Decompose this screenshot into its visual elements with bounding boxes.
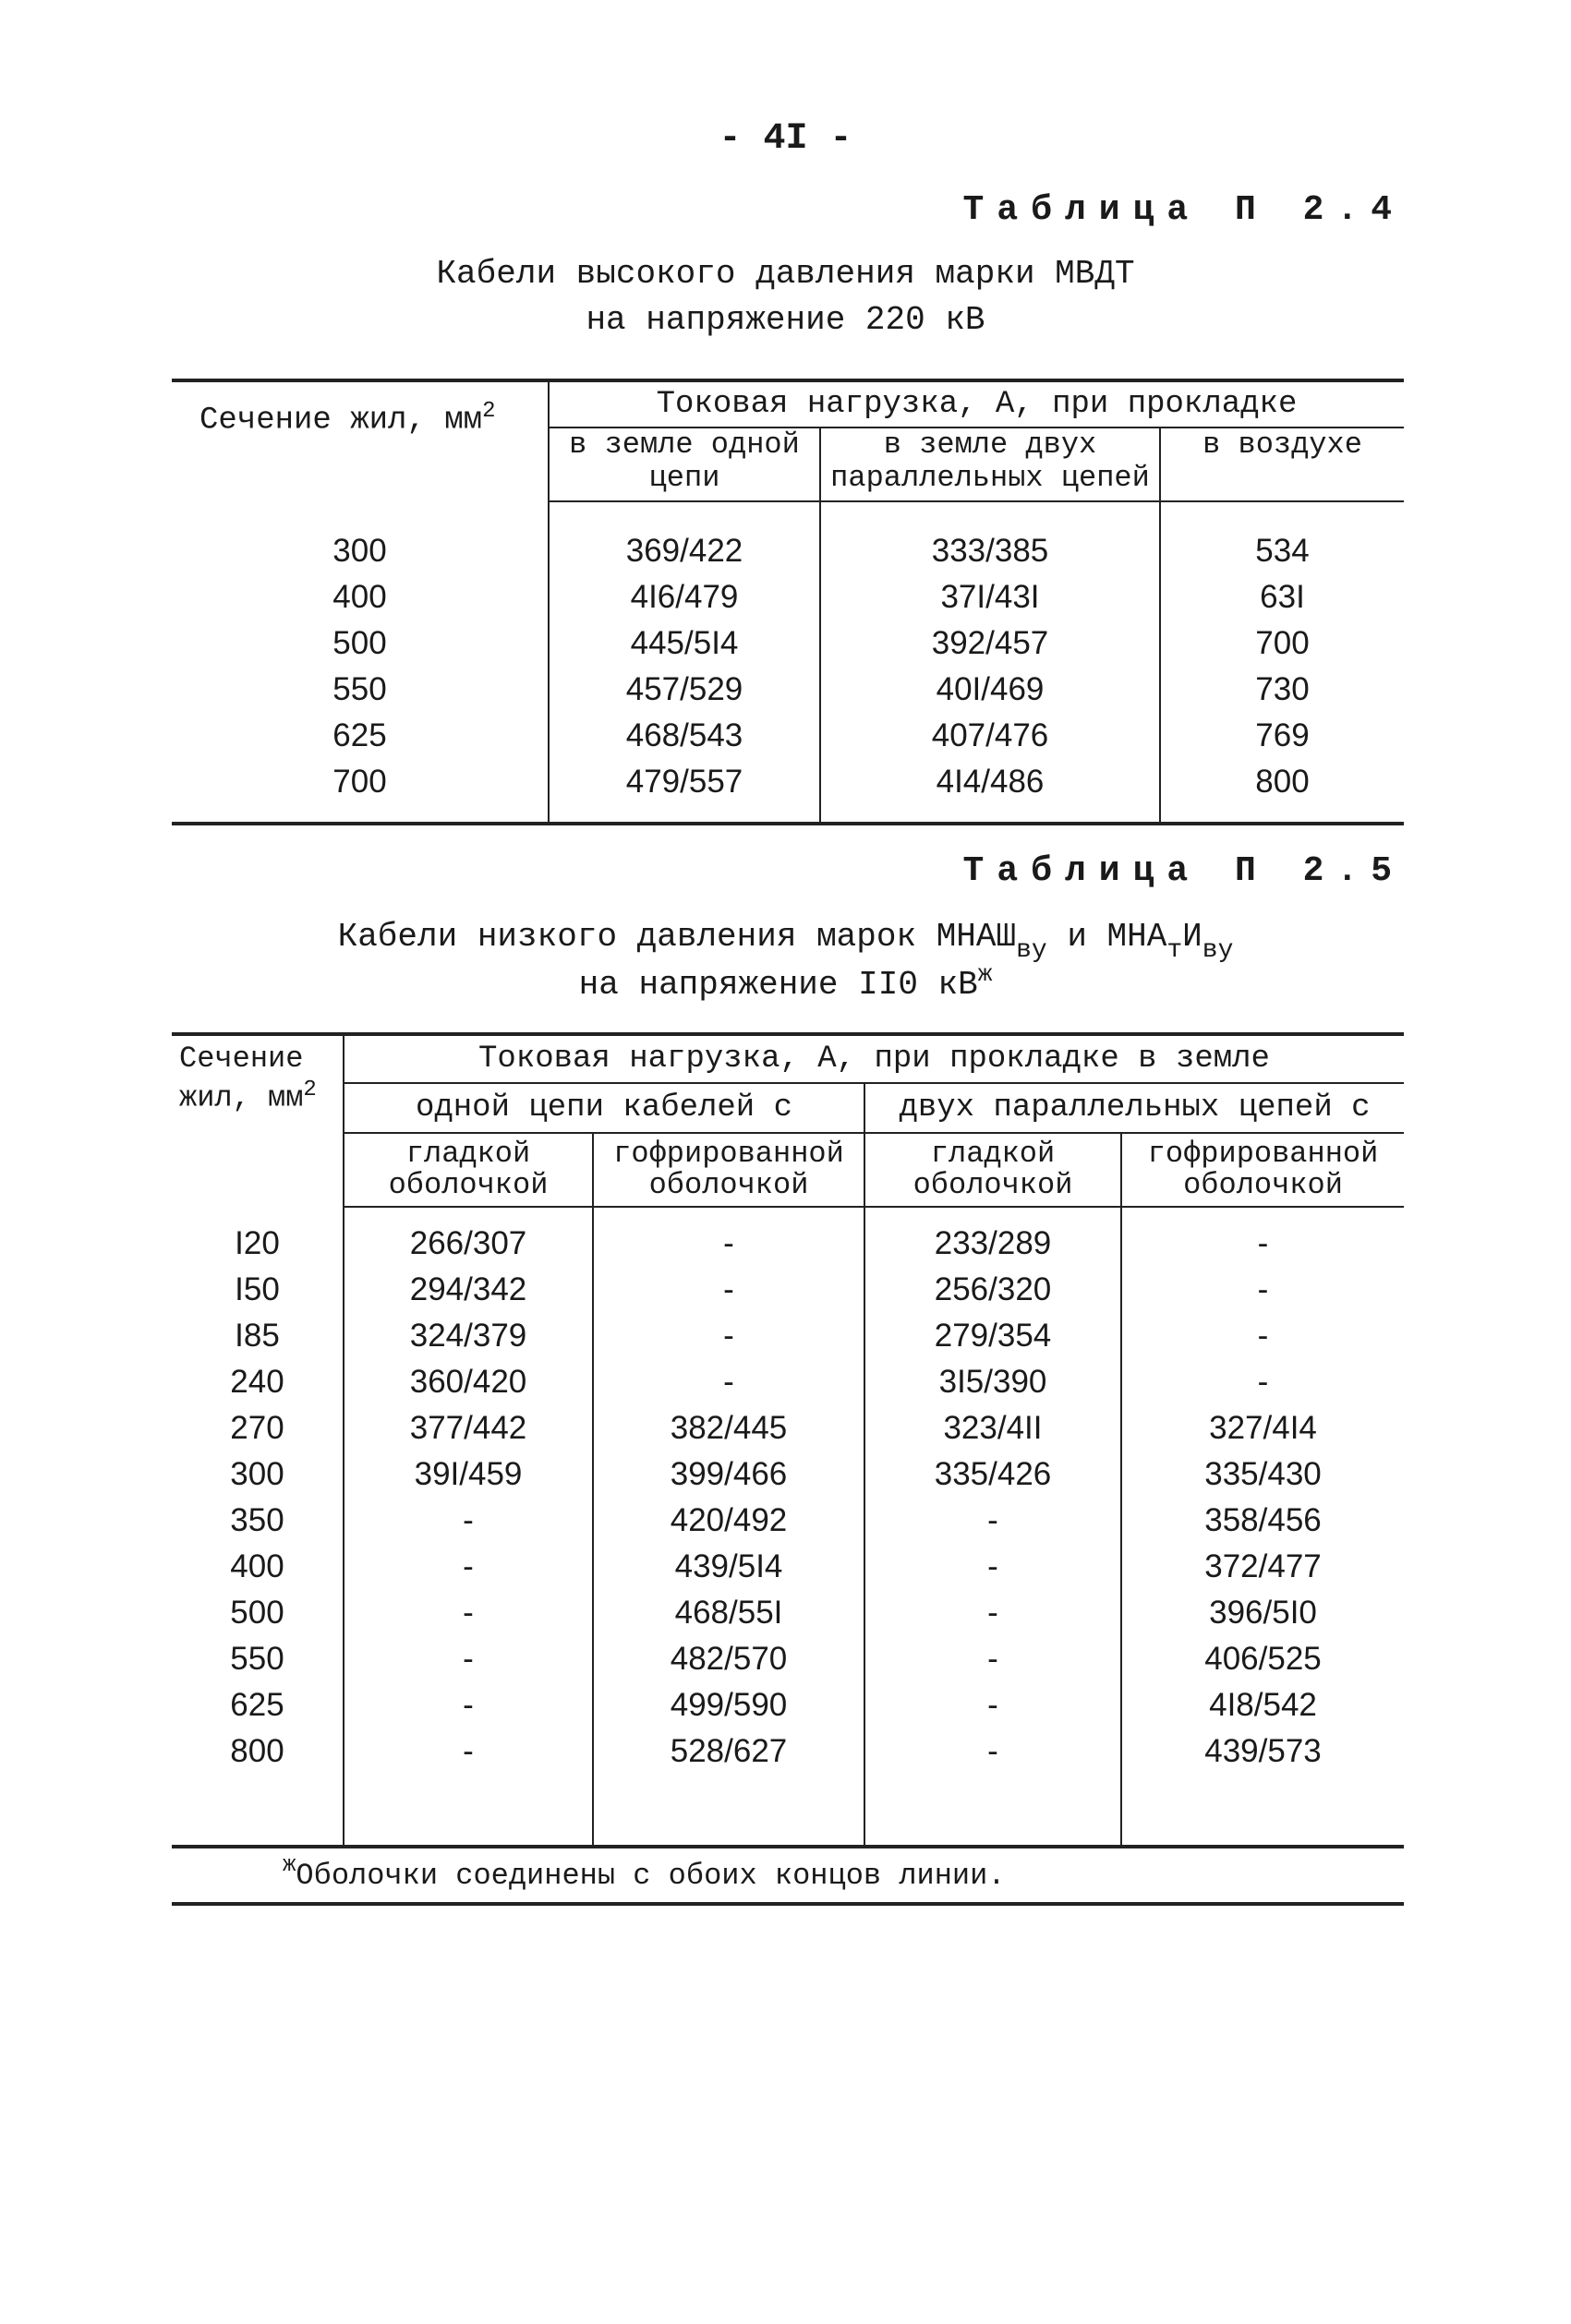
table-row xyxy=(172,1451,1404,1498)
table-cell: 439/5I4 xyxy=(593,1544,864,1590)
table2-caption-part2: и МНА xyxy=(1046,918,1167,956)
table-cell: 37I/43I xyxy=(820,574,1160,620)
table-cell: 63I xyxy=(1160,574,1404,620)
table-cell: 399/466 xyxy=(593,1451,864,1498)
table-cell: - xyxy=(344,1544,593,1590)
table-row xyxy=(172,759,1404,805)
table-row xyxy=(172,713,1404,759)
table-cell: 372/477 xyxy=(1121,1544,1404,1590)
footnote-mark: ж xyxy=(283,1852,296,1878)
t1-group-header: Токовая нагрузка, А, при прокладке xyxy=(549,380,1404,427)
table-cell: 400 xyxy=(230,1548,284,1584)
table-row xyxy=(172,1267,1404,1313)
table2-caption-line2-text: на напряжение II0 кВ xyxy=(578,966,978,1004)
table-row xyxy=(172,1682,1404,1728)
table-cell: - xyxy=(1121,1221,1404,1267)
t2-col0-header-sup: 2 xyxy=(303,1078,317,1102)
table-cell: 3I5/390 xyxy=(864,1359,1121,1405)
table1-caption-line1: Кабели высокого давления марки МВДТ xyxy=(436,255,1135,293)
table-cell: 500 xyxy=(332,625,387,661)
table-cell: - xyxy=(593,1267,864,1313)
table-row xyxy=(172,620,1404,667)
table-cell: - xyxy=(864,1636,1121,1682)
table-cell: 4I4/486 xyxy=(820,759,1160,805)
t2-subheader-1: гофрированной оболочкой xyxy=(593,1133,864,1207)
table-cell: 233/289 xyxy=(864,1221,1121,1267)
table-label-p2-4: Таблица П 2.4 xyxy=(962,190,1405,230)
table-cell: - xyxy=(864,1590,1121,1636)
footnote xyxy=(172,1847,1404,1904)
table1-caption-line2: на напряжение 220 кВ xyxy=(586,301,985,339)
table-cell: 550 xyxy=(332,671,387,707)
table-cell: 625 xyxy=(332,717,387,753)
table-p2-5 xyxy=(172,1032,1404,1906)
table-cell: - xyxy=(864,1728,1121,1775)
table-cell: 4I6/479 xyxy=(549,574,820,620)
table-cell: 327/4I4 xyxy=(1121,1405,1404,1451)
table-row xyxy=(172,667,1404,713)
table-cell: 550 xyxy=(230,1641,284,1677)
table-cell: 333/385 xyxy=(820,528,1160,574)
table-cell: 382/445 xyxy=(593,1405,864,1451)
table-cell: - xyxy=(864,1498,1121,1544)
table-cell: 730 xyxy=(1160,667,1404,713)
table-cell: 500 xyxy=(230,1595,284,1631)
table-cell: 800 xyxy=(1160,759,1404,805)
table-label-p2-5: Таблица П 2.5 xyxy=(962,851,1405,891)
table-cell: 324/379 xyxy=(344,1313,593,1359)
table-cell: 406/525 xyxy=(1121,1636,1404,1682)
table-cell: - xyxy=(1121,1313,1404,1359)
table2-caption-line1 xyxy=(0,914,1571,963)
table-row xyxy=(172,1313,1404,1359)
table-cell: - xyxy=(344,1636,593,1682)
table-cell: I50 xyxy=(235,1271,280,1307)
table-cell: 240 xyxy=(230,1364,284,1400)
table-cell: - xyxy=(864,1682,1121,1728)
table-cell: 300 xyxy=(332,533,387,569)
table-cell: 350 xyxy=(230,1502,284,1538)
t1-subheader-2: в воздухе xyxy=(1160,427,1404,501)
table-cell: 294/342 xyxy=(344,1267,593,1313)
t2-subheader-2: гладкой оболочкой xyxy=(864,1133,1121,1207)
table-row xyxy=(172,1544,1404,1590)
table-row xyxy=(172,528,1404,574)
table-cell: 800 xyxy=(230,1733,284,1769)
t2-subheader-0: гладкой оболочкой xyxy=(344,1133,593,1207)
table-cell: 266/307 xyxy=(344,1221,593,1267)
table-cell: 700 xyxy=(1160,620,1404,667)
table-row xyxy=(172,1636,1404,1682)
t2-group-two: двух параллельных цепей с xyxy=(864,1083,1404,1133)
table-cell: 360/420 xyxy=(344,1359,593,1405)
table-p2-4 xyxy=(172,379,1404,825)
table-cell: - xyxy=(344,1590,593,1636)
t1-col0-header-text: Сечение жил, мм xyxy=(199,403,483,439)
table-cell: - xyxy=(593,1359,864,1405)
table-cell: - xyxy=(1121,1267,1404,1313)
table-cell: - xyxy=(864,1544,1121,1590)
table-cell: 396/5I0 xyxy=(1121,1590,1404,1636)
table-cell: - xyxy=(344,1498,593,1544)
t1-subheader-0: в земле одной цепи xyxy=(549,427,820,501)
table-cell: 40I/469 xyxy=(820,667,1160,713)
table-cell: 499/590 xyxy=(593,1682,864,1728)
table-cell: 700 xyxy=(332,764,387,800)
t1-col0-header xyxy=(172,380,549,501)
table-cell: 445/5I4 xyxy=(549,620,820,667)
table-cell: 369/422 xyxy=(549,528,820,574)
table-cell: 39I/459 xyxy=(344,1451,593,1498)
table-cell: 457/529 xyxy=(549,667,820,713)
table-cell: 468/543 xyxy=(549,713,820,759)
table-cell: 279/354 xyxy=(864,1313,1121,1359)
table2-caption-line2 xyxy=(0,962,1571,1010)
t2-subheader-3: гофрированной оболочкой xyxy=(1121,1133,1404,1207)
table-cell: 300 xyxy=(230,1456,284,1492)
table-cell: 468/55I xyxy=(593,1590,864,1636)
page-number: - 4I - xyxy=(719,118,852,160)
table-cell: 769 xyxy=(1160,713,1404,759)
table-cell: - xyxy=(1121,1359,1404,1405)
t2-col0-header-text: Сечение жил, мм xyxy=(179,1042,304,1115)
table-cell: 479/557 xyxy=(549,759,820,805)
table-row xyxy=(172,574,1404,620)
table-cell: 358/456 xyxy=(1121,1498,1404,1544)
table2-caption-part3: И xyxy=(1182,918,1202,956)
table-row xyxy=(172,1405,1404,1451)
table-cell: 420/492 xyxy=(593,1498,864,1544)
table-cell: I20 xyxy=(235,1225,280,1261)
table-row xyxy=(172,1498,1404,1544)
table-cell: 534 xyxy=(1160,528,1404,574)
table-row xyxy=(172,1221,1404,1267)
table-cell: 4I8/542 xyxy=(1121,1682,1404,1728)
table-cell: I85 xyxy=(235,1318,280,1354)
t1-col0-header-sup: 2 xyxy=(482,399,496,424)
table-cell: 270 xyxy=(230,1410,284,1446)
t2-col0-header xyxy=(172,1034,344,1207)
table-cell: - xyxy=(344,1728,593,1775)
table-cell: 323/4II xyxy=(864,1405,1121,1451)
table-cell: - xyxy=(593,1313,864,1359)
table-cell: 335/430 xyxy=(1121,1451,1404,1498)
table2-caption-footnote-mark: ж xyxy=(977,960,993,988)
table-cell: - xyxy=(593,1221,864,1267)
table-row xyxy=(172,1590,1404,1636)
table-cell: 439/573 xyxy=(1121,1728,1404,1775)
table-row xyxy=(172,1728,1404,1775)
table-cell: 392/457 xyxy=(820,620,1160,667)
table-row xyxy=(172,1359,1404,1405)
footnote-text: Оболочки соединены с обоих концов линии. xyxy=(296,1858,1006,1893)
table-cell: 528/627 xyxy=(593,1728,864,1775)
table2-caption-sub2: т xyxy=(1166,936,1183,965)
t1-subheader-1: в земле двух параллельных цепей xyxy=(820,427,1160,501)
table-cell: 256/320 xyxy=(864,1267,1121,1313)
table-cell: - xyxy=(344,1682,593,1728)
table2-caption-sub1: ву xyxy=(1016,936,1047,965)
t2-group-one: одной цепи кабелей с xyxy=(344,1083,864,1133)
table-cell: 407/476 xyxy=(820,713,1160,759)
table-cell: 400 xyxy=(332,579,387,615)
table-cell: 377/442 xyxy=(344,1405,593,1451)
table2-caption-sub3: ву xyxy=(1202,936,1234,965)
t2-group-header: Токовая нагрузка, А, при прокладке в земле xyxy=(344,1034,1404,1083)
table2-caption-part1: Кабели низкого давления марок МНАШ xyxy=(337,918,1017,956)
table-cell: 335/426 xyxy=(864,1451,1121,1498)
table-cell: 625 xyxy=(230,1687,284,1723)
table-cell: 482/570 xyxy=(593,1636,864,1682)
